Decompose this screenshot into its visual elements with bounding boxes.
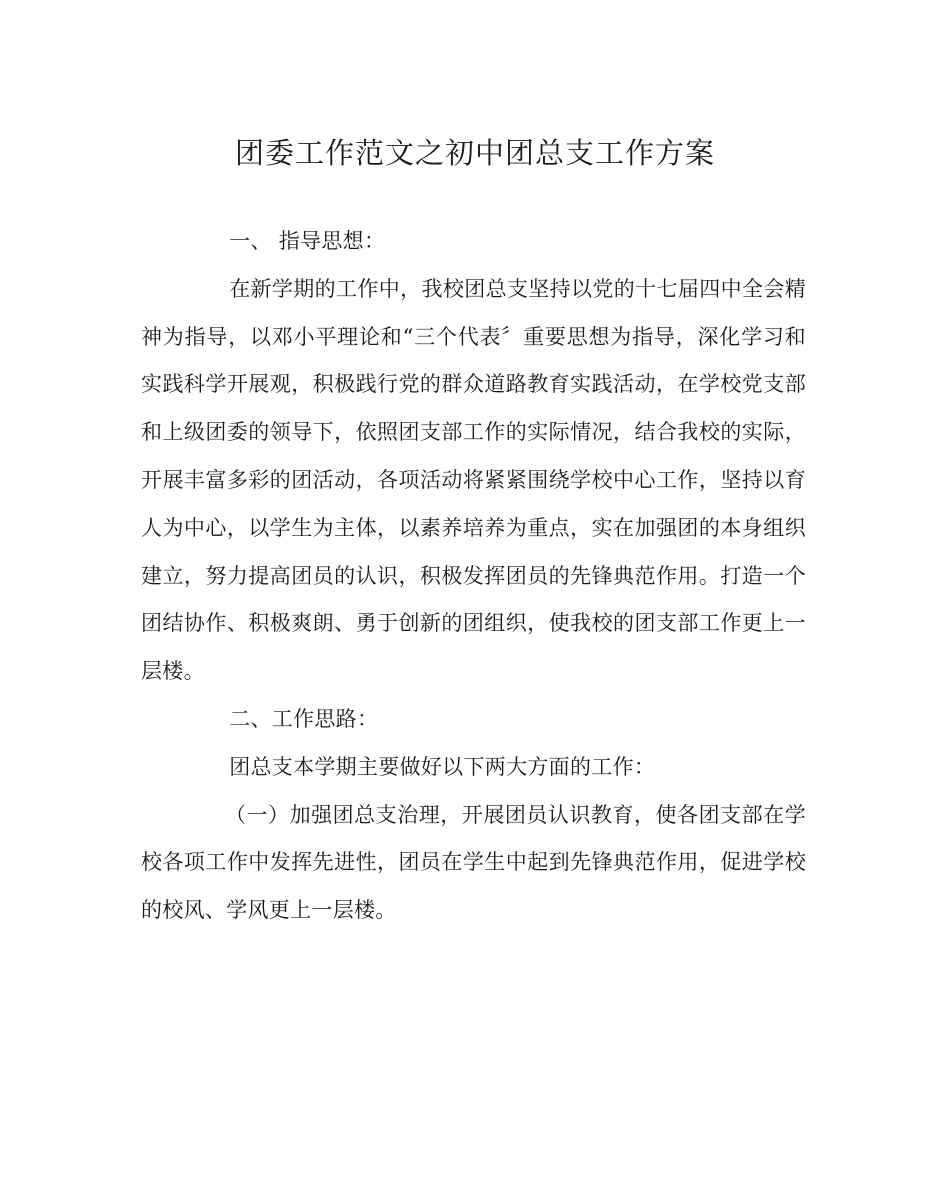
document-body	[141, 218, 806, 935]
paragraph-work-overview: 团总支本学期主要做好以下两大方面的工作：	[229, 754, 656, 779]
document-title: 团委工作范文之初中团总支工作方案	[234, 136, 715, 170]
section-heading-work-approach: 二、工作思路：	[229, 706, 379, 731]
paragraph-guiding-ideology: 在新学期的工作中，我校团总支坚持以党的十七届四中全会精神为指导，以邓小平理论和“三个代表〞重要思想为指导，深化学习和实践科学开展观，积极践行党的群众道路教育实践活动，在学校党支部和上级团委的领导下，依照团支部工作的实际情况，结合我校的实际，开展丰富多彩的团活动，各项活动将紧紧围绕学校中心工作，坚持以育人为中心，以学生为主体，以素养培养为重点，实在加强团的本身组织建立，努力提高团员的认识，积极发挥团员的先锋典范作用。打造一个团结协作、积极爽朗、勇于创新的团组织，使我校的团支部工作更上一层楼。	[141, 276, 806, 684]
section-heading-guiding-ideology: 一、 指导思想：	[229, 229, 386, 253]
paragraph-subsection-1: （一）加强团总支治理，开展团员认识教育，使各团支部在学校各项工作中发挥先进性，团员在学生中起到先锋典范作用，促进学校的校风、学风更上一层楼。	[141, 802, 806, 923]
